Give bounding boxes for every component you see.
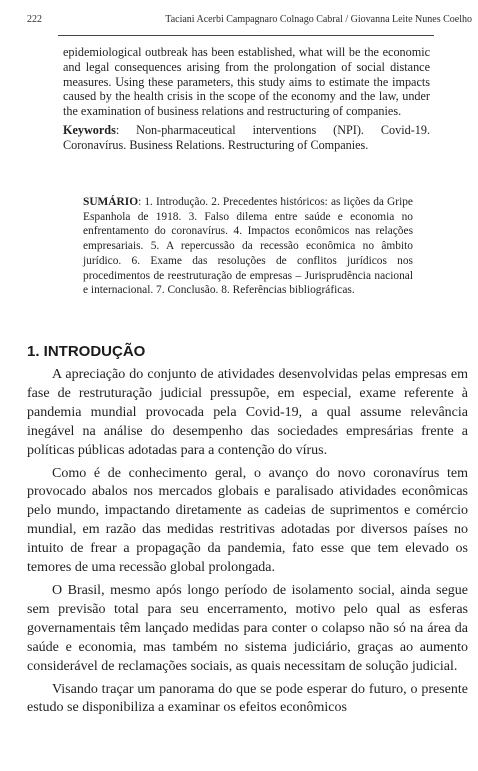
sumario-text: : 1. Introdução. 2. Precedentes históricos: as lições da Gripe Espanhola de 1918. 3. Falso dilema entre saúde e economia no enfrentamento do coronavírus. 4. Impactos econômicos nas relações empresariais. 5. A repercussão da recessão econômica no âmbito jurídico. 6. Exame das resoluções de conflitos jurídicos nos procedimentos de reestruturação de empresas – Jurisprudência nacional e internacional. 7. Conclusão. 8. Referências bibliográficas.: [83, 196, 413, 297]
keywords-line: [63, 123, 430, 153]
running-header: [27, 12, 472, 28]
section-body: [27, 366, 468, 722]
keywords-label: Keywords: [63, 122, 116, 137]
sumario-block: [83, 195, 413, 298]
body-paragraph: O Brasil, mesmo após longo período de isolamento social, ainda segue sem previsão total para seu encerramento, motivo pelo qual as esferas governamentais têm lançado medidas para conter o colapso não só na área da saúde e economia, mas também no sistema judiciário, graças ao aumento considerável de reclamações sociais, as quais necessitam de solução judicial.: [27, 582, 468, 674]
body-paragraph: A apreciação do conjunto de atividades desenvolvidas pelas empresas em fase de restruturação judicial pressupõe, em especial, exame referente à pandemia mundial provocada pela Covid-19, a qual assume relevância inegável na análise do desempenho das sociedades empresárias frente a políticas públicas adotadas para a contenção do vírus.: [27, 367, 468, 458]
header-authors: Taciani Acerbi Campagnaro Colnago Cabral / Giovanna Leite Nunes Coelho: [165, 14, 472, 25]
keywords-text: : Non-pharmaceutical interventions (NPI). Covid-19. Coronavírus. Business Relations. Restructuring of Companies.: [63, 122, 430, 152]
section-heading: 1. INTRODUÇÃO: [27, 343, 146, 360]
sumario-label: SUMÁRIO: [83, 196, 139, 208]
abstract-block: [63, 45, 430, 153]
abstract-text: epidemiological outbreak has been established, what will be the economic and legal consequences arising from the prolongation of social distance measures. Using these parameters, this study aims to estimate the impacts caused by the health crisis in the scope of the economy and the law, under the examination of business relations and restructuring of companies.: [63, 45, 430, 119]
body-paragraph: Visando traçar um panorama do que se pode esperar do futuro, o presente estudo se disponibiliza a examinar os efeitos econômicos: [27, 681, 468, 716]
page-number: 222: [27, 14, 42, 25]
header-divider: [58, 35, 434, 36]
body-paragraph: Como é de conhecimento geral, o avanço do novo coronavírus tem provocado abalos nos mercados globais e paralisado atividades econômicas pelo mundo, impactando diretamente as cadeias de suprimentos e comércio mundial, em razão das medidas restritivas adotadas por diversos países no intuito de frear a propagação da pandemia, fato esse que tem elevado os temores de uma recessão global prolongada.: [27, 465, 468, 576]
